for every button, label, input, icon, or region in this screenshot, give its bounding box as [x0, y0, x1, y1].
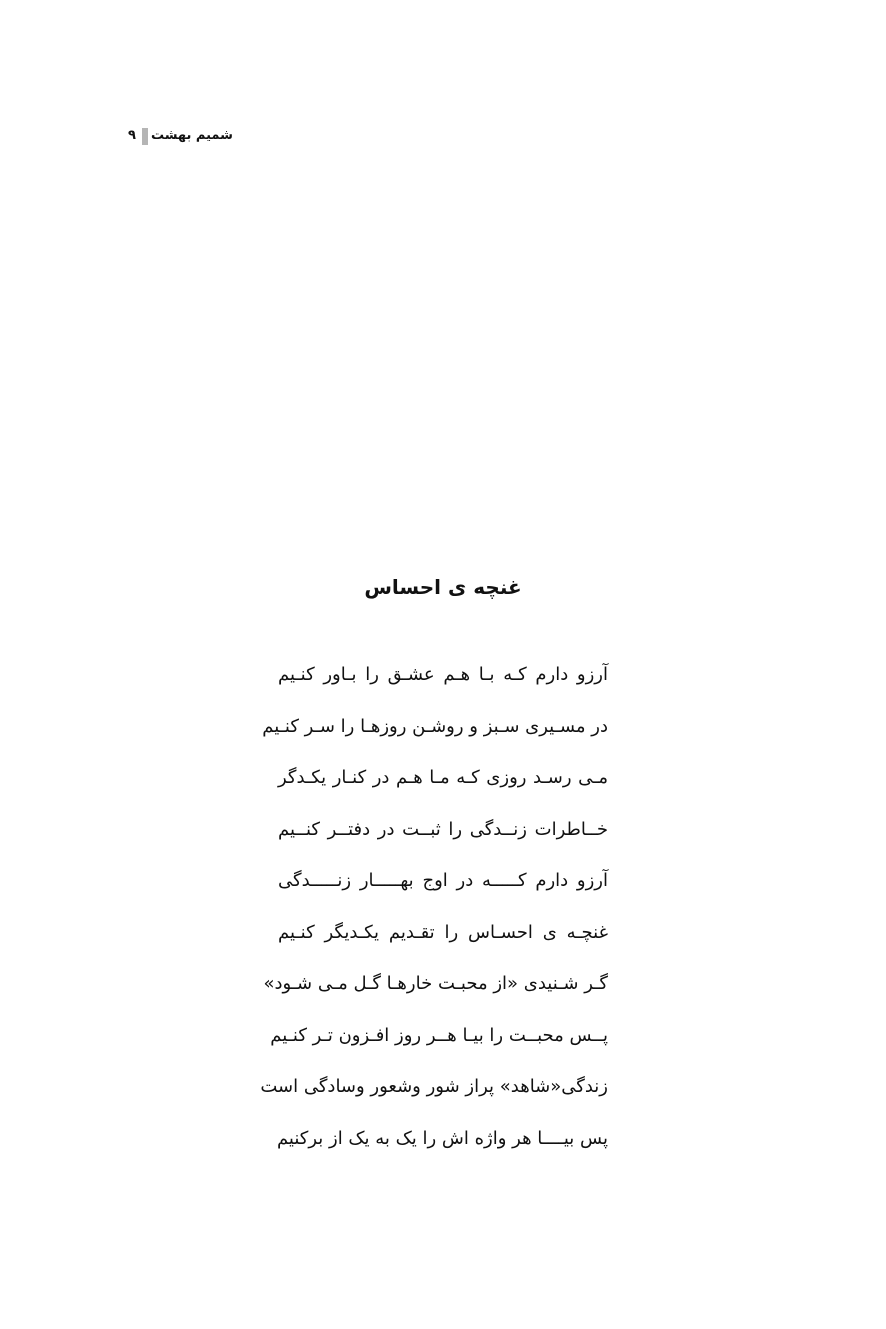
verse-line: زندگی«شاهد» پراز شور وشعور وسادگی است	[260, 1076, 608, 1097]
verse-line: در مسـیری سـبز و روشـن روزهـا را سـر کنـیم	[262, 715, 608, 737]
poem-title: غنچه ی احساس	[364, 575, 522, 599]
verse-line: خــاطرات زنــدگی را ثبــت در دفتــر کنــیم	[278, 818, 608, 840]
verse-line: غنچـه ی احسـاس را تقـدیم یکـدیگر کنـیم	[278, 921, 608, 943]
header-separator-bar	[142, 128, 148, 145]
book-title: شمیم بهشت	[150, 128, 233, 143]
verse-line: پــس محبــت را بیـا هــر روز افـزون تـر کنـیم	[270, 1024, 608, 1046]
verse-line: پس بیــــا هر واژه اش را یک به یک از برکنیم	[276, 1127, 608, 1149]
running-header	[128, 124, 233, 148]
verse-line: آرزو دارم کـــــه در اوج بهـــــار زنـــــدگی	[278, 870, 608, 891]
page-number: ۹	[128, 128, 136, 143]
poem-body	[260, 656, 608, 1171]
verse-line: آرزو دارم کـه بـا هـم عشـق را بـاور کنـیم	[278, 664, 608, 685]
verse-line: مـی رسـد روزی کـه مـا هـم در کنـار یکـدگر	[278, 767, 608, 788]
verse-line: گـر شـنیدی «از محبـت خارهـا گـل مـی شـود»	[263, 973, 608, 994]
